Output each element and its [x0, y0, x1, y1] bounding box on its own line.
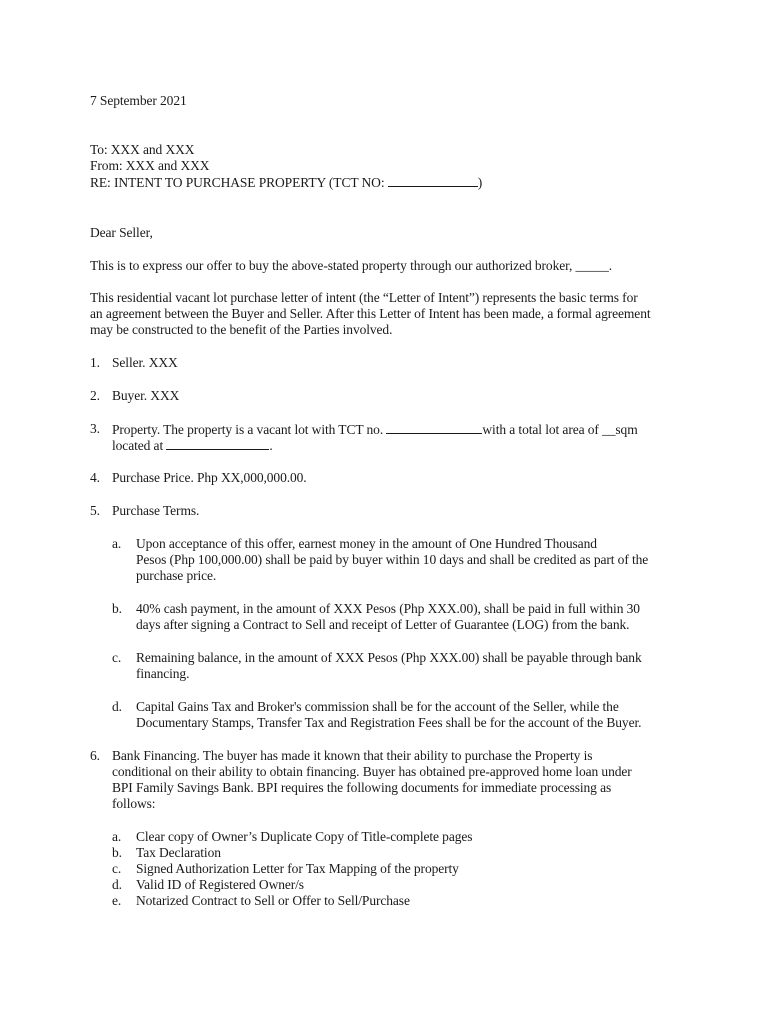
sub-text: Notarized Contract to Sell or Offer to Sell/Purchase [136, 893, 410, 908]
bank-financing-line2: conditional on their ability to obtain financing. Buyer has obtained pre-approved home loan under [112, 764, 632, 779]
sub-marker: a. [112, 536, 122, 551]
sub-text: Capital Gains Tax and Broker's commission shall be for the account of the Seller, while the [136, 699, 619, 714]
term-b-line2: days after signing a Contract to Sell and receipt of Letter of Guarantee (LOG) from the bank. [136, 617, 630, 632]
location-text: located at [112, 438, 167, 453]
sub-text: Remaining balance, in the amount of XXX Pesos (Php XXX.00) shall be payable through bank [136, 650, 642, 665]
re-close: ) [477, 175, 483, 190]
sub-marker: a. [112, 829, 122, 844]
sub-marker: e. [112, 893, 122, 908]
item-number: 6. [90, 748, 100, 763]
letter-date: 7 September 2021 [90, 93, 187, 108]
sub-marker: d. [112, 699, 122, 714]
sub-marker: c. [112, 650, 122, 665]
term-a-line2: Pesos (Php 100,000.00) shall be paid by buyer within 10 days and shall be credited as part of the [136, 552, 649, 567]
from-line: From: XXX and XXX [90, 158, 210, 173]
item-number: 4. [90, 470, 100, 485]
item-number: 2. [90, 388, 100, 403]
item-text: Buyer. XXX [112, 388, 180, 403]
sub-text: Signed Authorization Letter for Tax Mapping of the property [136, 861, 459, 876]
term-d-line2: Documentary Stamps, Transfer Tax and Registration Fees shall be for the account of the Buyer. [136, 715, 642, 730]
item-number: 1. [90, 355, 100, 370]
tct-number-blank [386, 421, 482, 434]
sub-marker: d. [112, 877, 122, 892]
item-number: 3. [90, 421, 100, 436]
sub-marker: b. [112, 601, 122, 616]
sub-text: 40% cash payment, in the amount of XXX Pesos (Php XXX.00), shall be paid in full within 30 [136, 601, 640, 616]
item-text: Bank Financing. The buyer has made it known that their ability to purchase the Property is [112, 748, 593, 763]
re-text: RE: INTENT TO PURCHASE PROPERTY (TCT NO: [90, 175, 388, 190]
terms-paragraph-line: This residential vacant lot purchase letter of intent (the “Letter of Intent”) represents the basic terms for [90, 290, 638, 305]
term-c-line2: financing. [136, 666, 190, 681]
item-number: 5. [90, 503, 100, 518]
item-property-line2 [112, 437, 273, 455]
item-text: Purchase Terms. [112, 503, 200, 518]
terms-paragraph-line: an agreement between the Buyer and Seller. After this Letter of Intent has been made, a formal agreement [90, 306, 651, 321]
to-line: To: XXX and XXX [90, 142, 195, 157]
sub-text: Clear copy of Owner’s Duplicate Copy of Title-complete pages [136, 829, 473, 844]
tct-blank [388, 174, 478, 187]
sub-text: Tax Declaration [136, 845, 221, 860]
lot-area-text: with a total lot area of __sqm [482, 422, 638, 437]
property-text: Property. The property is a vacant lot with TCT no. [112, 422, 387, 437]
item-text-line [112, 421, 638, 439]
item-text: Purchase Price. Php XX,000,000.00. [112, 470, 307, 485]
sub-text: Upon acceptance of this offer, earnest money in the amount of One Hundred Thousand [136, 536, 597, 551]
location-period: . [269, 438, 273, 453]
sub-marker: c. [112, 861, 122, 876]
terms-paragraph-line: may be constructed to the benefit of the Parties involved. [90, 322, 393, 337]
item-text: Seller. XXX [112, 355, 178, 370]
sub-marker: b. [112, 845, 122, 860]
location-blank [166, 437, 269, 450]
re-line [90, 174, 482, 192]
salutation: Dear Seller, [90, 225, 153, 240]
intro-paragraph: This is to express our offer to buy the above-stated property through our authorized broker, _____. [90, 258, 613, 273]
bank-financing-line4: follows: [112, 796, 156, 811]
sub-text: Valid ID of Registered Owner/s [136, 877, 304, 892]
term-a-line3: purchase price. [136, 568, 217, 583]
bank-financing-line3: BPI Family Savings Bank. BPI requires the following documents for immediate processing as [112, 780, 612, 795]
